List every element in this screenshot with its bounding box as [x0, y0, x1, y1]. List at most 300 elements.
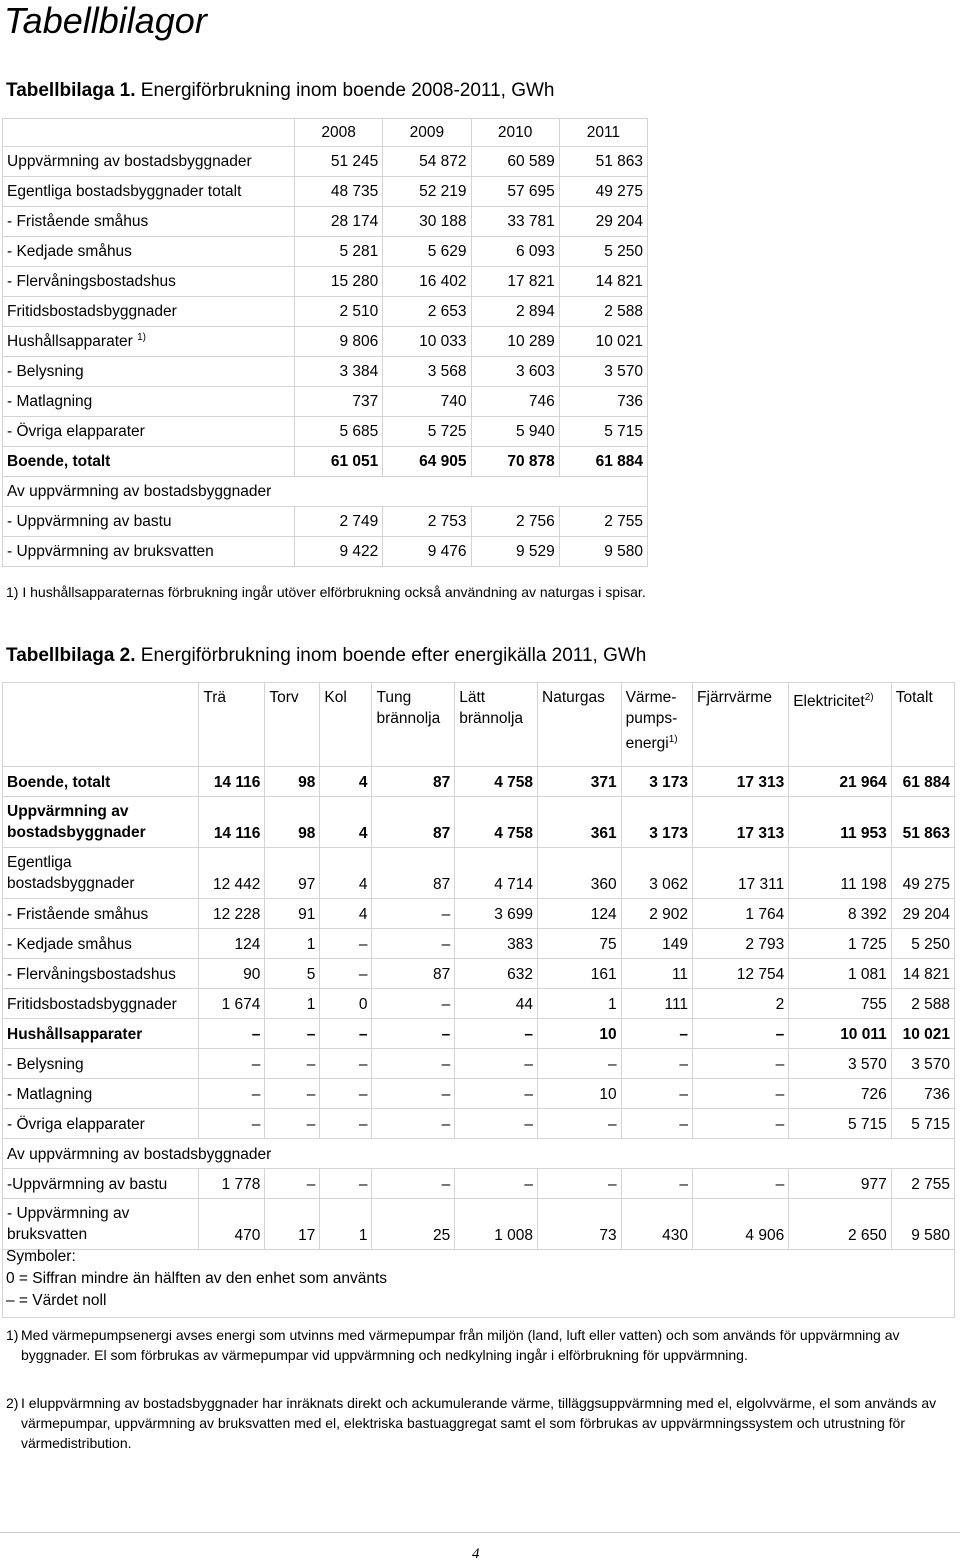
column-header-text: Värme-pumps-energi — [625, 689, 678, 753]
table-row — [3, 297, 648, 327]
value-cell: 9 476 — [383, 537, 471, 567]
value-cell: 98 — [265, 797, 320, 848]
value-cell: 49 275 — [559, 177, 647, 207]
value-cell: – — [199, 1019, 265, 1049]
value-cell: 3 570 — [789, 1049, 892, 1079]
value-cell: 360 — [538, 848, 622, 899]
header-corner-cell — [3, 683, 199, 767]
table1-footnote: 1) I hushållsapparaternas förbrukning ingår utöver elförbrukning också användning av naturgas i spisar. — [6, 584, 646, 600]
table-row — [3, 1139, 955, 1169]
column-header — [891, 683, 954, 767]
value-cell: 161 — [538, 959, 622, 989]
row-label: - Fristående småhus — [3, 899, 199, 929]
row-label-text: Egentliga bostadsbyggnader totalt — [7, 182, 242, 200]
column-header-text: Totalt — [895, 689, 933, 706]
row-label-text: - Belysning — [7, 362, 84, 380]
value-cell: 51 863 — [559, 147, 647, 177]
column-header-text: Tung brännolja — [376, 689, 441, 727]
value-cell: 430 — [621, 1199, 692, 1250]
value-cell: 1 674 — [199, 989, 265, 1019]
value-cell: – — [372, 1019, 455, 1049]
table-row — [3, 207, 648, 237]
value-cell: 25 — [372, 1199, 455, 1250]
value-cell: 73 — [538, 1199, 622, 1250]
value-cell: – — [265, 1079, 320, 1109]
row-label-text: - Uppvärmning av bastu — [7, 512, 172, 530]
table-row — [3, 1049, 955, 1079]
page-number: 4 — [472, 1546, 480, 1562]
table-row — [3, 237, 648, 267]
value-cell: 51 863 — [891, 797, 954, 848]
value-cell: – — [199, 1079, 265, 1109]
table-row — [3, 177, 648, 207]
table1-heading — [6, 80, 555, 102]
value-cell: 746 — [471, 387, 559, 417]
value-cell: 51 245 — [295, 147, 383, 177]
value-cell: – — [372, 899, 455, 929]
value-cell: – — [372, 929, 455, 959]
value-cell: 61 884 — [891, 767, 954, 797]
value-cell: 0 — [320, 989, 372, 1019]
column-header: 2011 — [559, 119, 647, 147]
footnote-mark: 1) — [6, 1327, 19, 1343]
value-cell: 17 311 — [693, 848, 789, 899]
row-label-text: - Övriga elapparater — [7, 422, 145, 440]
column-header — [265, 683, 320, 767]
value-cell: 726 — [789, 1079, 892, 1109]
table-row — [3, 417, 648, 447]
value-cell: 9 529 — [471, 537, 559, 567]
column-header — [320, 683, 372, 767]
value-cell: 736 — [891, 1079, 954, 1109]
value-cell: – — [320, 1169, 372, 1199]
value-cell: 64 905 — [383, 447, 471, 477]
table-row — [3, 1079, 955, 1109]
value-cell: 87 — [372, 767, 455, 797]
value-cell: 1 — [320, 1199, 372, 1250]
value-cell: – — [538, 1109, 622, 1139]
value-cell: – — [621, 1169, 692, 1199]
column-header-text: Kol — [324, 689, 347, 706]
value-cell: – — [199, 1049, 265, 1079]
row-label — [3, 417, 295, 447]
column-header: 2010 — [471, 119, 559, 147]
value-cell: 111 — [621, 989, 692, 1019]
header-corner-cell — [3, 119, 295, 147]
value-cell: 5 281 — [295, 237, 383, 267]
value-cell: 14 116 — [199, 797, 265, 848]
value-cell: 33 781 — [471, 207, 559, 237]
value-cell: 1 — [265, 989, 320, 1019]
footnote-mark: 2) — [6, 1395, 19, 1411]
column-header-text: Fjärrvärme — [697, 689, 772, 706]
column-header-text: Torv — [269, 689, 299, 706]
row-label-text: - Uppvärmning av bruksvatten — [7, 542, 214, 560]
row-label: - Övriga elapparater — [3, 1109, 199, 1139]
value-cell: – — [320, 959, 372, 989]
value-cell: 10 033 — [383, 327, 471, 357]
value-cell: 4 — [320, 797, 372, 848]
value-cell: 17 313 — [693, 767, 789, 797]
value-cell: 2 650 — [789, 1199, 892, 1250]
row-label — [3, 147, 295, 177]
value-cell: – — [320, 929, 372, 959]
table-row — [3, 959, 955, 989]
table-row — [3, 1019, 955, 1049]
value-cell: 60 589 — [471, 147, 559, 177]
value-cell: 4 906 — [693, 1199, 789, 1250]
value-cell: – — [538, 1169, 622, 1199]
column-header: 2009 — [383, 119, 471, 147]
table-row — [3, 1109, 955, 1139]
value-cell: 3 384 — [295, 357, 383, 387]
value-cell: – — [621, 1109, 692, 1139]
column-header-text: Elektricitet — [793, 693, 865, 711]
value-cell: 2 902 — [621, 899, 692, 929]
row-label: Fritidsbostadsbyggnader — [3, 989, 199, 1019]
value-cell: 371 — [538, 767, 622, 797]
value-cell: 15 280 — [295, 267, 383, 297]
value-cell: 1 778 — [199, 1169, 265, 1199]
row-label-text: - Matlagning — [7, 392, 93, 410]
value-cell: 10 289 — [471, 327, 559, 357]
value-cell: 91 — [265, 899, 320, 929]
value-cell: 12 228 — [199, 899, 265, 929]
value-cell: 70 878 — [471, 447, 559, 477]
table2-footnote-2 — [6, 1393, 951, 1453]
value-cell: 29 204 — [891, 899, 954, 929]
value-cell: – — [455, 1019, 538, 1049]
value-cell: 49 275 — [891, 848, 954, 899]
value-cell: 2 — [693, 989, 789, 1019]
row-label-text: - Flervåningsbostadshus — [7, 272, 176, 290]
column-header-text: Naturgas — [542, 689, 605, 706]
table-row — [3, 327, 648, 357]
value-cell: – — [265, 1169, 320, 1199]
row-label: Av uppvärmning av bostadsbyggnader — [3, 1139, 955, 1169]
value-cell: 1 725 — [789, 929, 892, 959]
column-header — [199, 683, 265, 767]
table-row — [3, 477, 648, 507]
row-label: Uppvärmning av bostadsbyggnader — [3, 797, 199, 848]
row-label — [3, 477, 648, 507]
value-cell: 2 749 — [295, 507, 383, 537]
value-cell: 2 510 — [295, 297, 383, 327]
table-row — [3, 357, 648, 387]
value-cell: 14 821 — [891, 959, 954, 989]
table-row — [3, 147, 648, 177]
value-cell: 4 758 — [455, 797, 538, 848]
value-cell: 9 580 — [891, 1199, 954, 1250]
value-cell: 737 — [295, 387, 383, 417]
value-cell: 61 051 — [295, 447, 383, 477]
value-cell: 10 — [538, 1079, 622, 1109]
value-cell: 14 821 — [559, 267, 647, 297]
row-label — [3, 267, 295, 297]
value-cell: 124 — [538, 899, 622, 929]
value-cell: 87 — [372, 959, 455, 989]
value-cell: – — [199, 1109, 265, 1139]
value-cell: 2 653 — [383, 297, 471, 327]
value-cell: – — [265, 1109, 320, 1139]
column-header — [789, 683, 892, 767]
value-cell: – — [455, 1079, 538, 1109]
row-label — [3, 237, 295, 267]
row-label — [3, 207, 295, 237]
value-cell: 755 — [789, 989, 892, 1019]
value-cell: – — [372, 1169, 455, 1199]
value-cell: 29 204 — [559, 207, 647, 237]
row-label-text: Boende, totalt — [7, 452, 111, 470]
value-cell: 1 081 — [789, 959, 892, 989]
value-cell: 11 — [621, 959, 692, 989]
value-cell: 17 821 — [471, 267, 559, 297]
value-cell: 740 — [383, 387, 471, 417]
value-cell: 1 — [265, 929, 320, 959]
value-cell: 4 — [320, 767, 372, 797]
value-cell: – — [320, 1049, 372, 1079]
value-cell: 149 — [621, 929, 692, 959]
symbols-legend — [6, 1246, 387, 1312]
table2-heading — [6, 645, 646, 667]
value-cell: 52 219 — [383, 177, 471, 207]
footnote-ref: 2) — [864, 692, 874, 703]
value-cell: 3 603 — [471, 357, 559, 387]
table-row — [3, 899, 955, 929]
value-cell: 12 754 — [693, 959, 789, 989]
row-label — [3, 387, 295, 417]
row-label: Hushållsapparater — [3, 1019, 199, 1049]
row-label — [3, 297, 295, 327]
value-cell: 10 021 — [559, 327, 647, 357]
table2 — [2, 682, 955, 1318]
table-row — [3, 1169, 955, 1199]
value-cell: 9 806 — [295, 327, 383, 357]
value-cell: 3 570 — [559, 357, 647, 387]
column-header — [538, 683, 622, 767]
value-cell: 3 568 — [383, 357, 471, 387]
symbol-dash: – = Värdet noll — [6, 1292, 107, 1309]
row-label — [3, 507, 295, 537]
value-cell: 470 — [199, 1199, 265, 1250]
value-cell: 98 — [265, 767, 320, 797]
value-cell: 4 — [320, 899, 372, 929]
value-cell: 5 715 — [789, 1109, 892, 1139]
value-cell: – — [372, 1049, 455, 1079]
value-cell: 1 — [538, 989, 622, 1019]
value-cell: 16 402 — [383, 267, 471, 297]
value-cell: 632 — [455, 959, 538, 989]
value-cell: 1 008 — [455, 1199, 538, 1250]
row-label: - Matlagning — [3, 1079, 199, 1109]
value-cell: 5 940 — [471, 417, 559, 447]
value-cell: 124 — [199, 929, 265, 959]
row-label-text: - Fristående småhus — [7, 212, 149, 230]
value-cell: 30 188 — [383, 207, 471, 237]
value-cell: 21 964 — [789, 767, 892, 797]
row-label-text: Hushållsapparater — [7, 333, 133, 351]
table-header-row — [3, 119, 648, 147]
table-row — [3, 387, 648, 417]
value-cell: 11 953 — [789, 797, 892, 848]
value-cell: 5 685 — [295, 417, 383, 447]
row-label: - Flervåningsbostadshus — [3, 959, 199, 989]
value-cell: 361 — [538, 797, 622, 848]
table-header-row — [3, 683, 955, 767]
table2-heading-number: Tabellbilaga 2. — [6, 645, 136, 666]
value-cell: – — [455, 1109, 538, 1139]
row-label-text: Uppvärmning av bostadsbyggnader — [7, 152, 252, 170]
row-label — [3, 327, 295, 357]
row-label-text: Fritidsbostadsbyggnader — [7, 302, 177, 320]
table-row — [3, 848, 955, 899]
value-cell: 11 198 — [789, 848, 892, 899]
value-cell: – — [320, 1079, 372, 1109]
row-label — [3, 537, 295, 567]
value-cell: – — [693, 1109, 789, 1139]
value-cell: 2 894 — [471, 297, 559, 327]
column-header-text: Trä — [203, 689, 227, 706]
value-cell: 4 758 — [455, 767, 538, 797]
page-title: Tabellbilagor — [4, 0, 207, 41]
value-cell: 28 174 — [295, 207, 383, 237]
table-row — [3, 537, 648, 567]
column-header-text: Lätt brännolja — [459, 689, 524, 727]
value-cell: 10 011 — [789, 1019, 892, 1049]
symbol-zero: 0 = Siffran mindre än hälften av den enhet som använts — [6, 1270, 387, 1287]
value-cell: 90 — [199, 959, 265, 989]
value-cell: 383 — [455, 929, 538, 959]
page-divider — [0, 1532, 960, 1533]
table-row — [3, 447, 648, 477]
value-cell: 10 — [538, 1019, 622, 1049]
value-cell: – — [455, 1169, 538, 1199]
value-cell: 10 021 — [891, 1019, 954, 1049]
value-cell: – — [320, 1109, 372, 1139]
table-row — [3, 767, 955, 797]
value-cell: 3 699 — [455, 899, 538, 929]
row-label-text: Av uppvärmning av bostadsbyggnader — [7, 482, 272, 500]
value-cell: 3 173 — [621, 797, 692, 848]
value-cell: 5 250 — [559, 237, 647, 267]
value-cell: 87 — [372, 848, 455, 899]
value-cell: 5 715 — [559, 417, 647, 447]
value-cell: – — [455, 1049, 538, 1079]
row-label: - Belysning — [3, 1049, 199, 1079]
table1-heading-text: Energiförbrukning inom boende 2008-2011, GWh — [135, 80, 555, 101]
value-cell: 87 — [372, 797, 455, 848]
value-cell: – — [693, 1169, 789, 1199]
value-cell: 9 422 — [295, 537, 383, 567]
value-cell: 75 — [538, 929, 622, 959]
value-cell: 5 250 — [891, 929, 954, 959]
value-cell: 8 392 — [789, 899, 892, 929]
value-cell: 9 580 — [559, 537, 647, 567]
footnote-text: Med värmepumpsenergi avses energi som utvinns med värmepumpar från miljön (land, luft eller vatten) och som används för uppvärmning av byggnader. El som förbrukas av värmepumpar vid uppvärmning och nedkylning ingår i elförbrukning för uppvärmning. — [21, 1327, 900, 1363]
value-cell: 5 725 — [383, 417, 471, 447]
row-label-text: - Kedjade småhus — [7, 242, 132, 260]
value-cell: 2 793 — [693, 929, 789, 959]
value-cell: 3 173 — [621, 767, 692, 797]
value-cell: – — [372, 1079, 455, 1109]
value-cell: – — [693, 1049, 789, 1079]
value-cell: 736 — [559, 387, 647, 417]
value-cell: 2 756 — [471, 507, 559, 537]
value-cell: 14 116 — [199, 767, 265, 797]
footnote-text: I eluppvärmning av bostadsbyggnader har inräknats direkt och ackumulerande värme, tilläggsuppvärmning med el, elgolvvärme, el som används av värmepumpar, uppvärmning av bruksvatten med el, elektriska bastuaggregat samt el som förbrukas av uppvärmningssystem och utrustning för värmedistribution. — [21, 1395, 937, 1451]
value-cell: 2 588 — [891, 989, 954, 1019]
value-cell: 3 062 — [621, 848, 692, 899]
value-cell: 2 588 — [559, 297, 647, 327]
value-cell: 6 093 — [471, 237, 559, 267]
value-cell: – — [265, 1049, 320, 1079]
value-cell: 4 714 — [455, 848, 538, 899]
value-cell: 17 — [265, 1199, 320, 1250]
row-label: - Kedjade småhus — [3, 929, 199, 959]
value-cell: 54 872 — [383, 147, 471, 177]
value-cell: – — [693, 1079, 789, 1109]
symbols-title: Symboler: — [6, 1248, 76, 1265]
row-label: Boende, totalt — [3, 767, 199, 797]
footnote-ref: 1) — [137, 331, 147, 343]
table-row — [3, 267, 648, 297]
table2-footnote-1 — [6, 1325, 951, 1365]
value-cell: – — [320, 1019, 372, 1049]
row-label: Egentliga bostadsbyggnader — [3, 848, 199, 899]
row-label — [3, 177, 295, 207]
value-cell: 4 — [320, 848, 372, 899]
column-header — [621, 683, 692, 767]
table-row — [3, 1199, 955, 1250]
value-cell: 3 570 — [891, 1049, 954, 1079]
value-cell: – — [621, 1049, 692, 1079]
value-cell: 2 755 — [891, 1169, 954, 1199]
row-label: - Uppvärmning av bruksvatten — [3, 1199, 199, 1250]
value-cell: 977 — [789, 1169, 892, 1199]
value-cell: 5 715 — [891, 1109, 954, 1139]
value-cell: 57 695 — [471, 177, 559, 207]
table1-heading-number: Tabellbilaga 1. — [6, 80, 136, 101]
table2-heading-text: Energiförbrukning inom boende efter energikälla 2011, GWh — [135, 645, 647, 666]
value-cell: – — [372, 989, 455, 1019]
value-cell: – — [621, 1019, 692, 1049]
table-row — [3, 797, 955, 848]
value-cell: 61 884 — [559, 447, 647, 477]
value-cell: – — [265, 1019, 320, 1049]
column-header — [693, 683, 789, 767]
column-header — [455, 683, 538, 767]
value-cell: 44 — [455, 989, 538, 1019]
column-header: 2008 — [295, 119, 383, 147]
value-cell: 97 — [265, 848, 320, 899]
table-row — [3, 929, 955, 959]
table-row — [3, 507, 648, 537]
value-cell: 17 313 — [693, 797, 789, 848]
value-cell: 1 764 — [693, 899, 789, 929]
value-cell: 5 629 — [383, 237, 471, 267]
table-row — [3, 989, 955, 1019]
value-cell: 12 442 — [199, 848, 265, 899]
column-header — [372, 683, 455, 767]
footnote-ref: 1) — [668, 734, 678, 745]
value-cell: – — [538, 1049, 622, 1079]
row-label: -Uppvärmning av bastu — [3, 1169, 199, 1199]
value-cell: 5 — [265, 959, 320, 989]
table1 — [2, 118, 648, 567]
row-label — [3, 447, 295, 477]
row-label — [3, 357, 295, 387]
value-cell: – — [372, 1109, 455, 1139]
